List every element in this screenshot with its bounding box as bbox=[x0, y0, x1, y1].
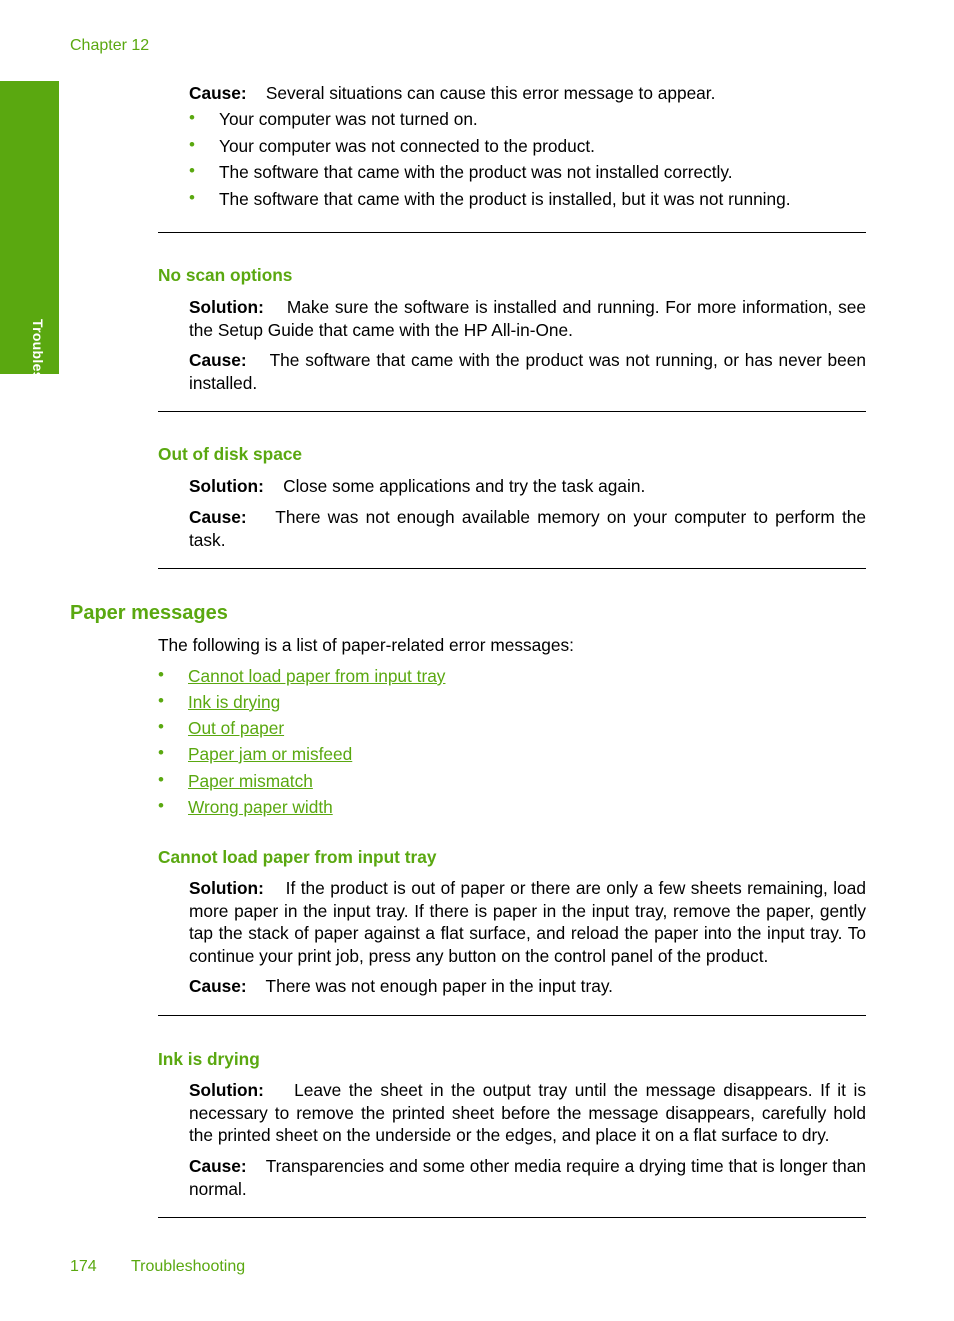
bullet-icon: • bbox=[158, 717, 164, 736]
cause-label: Cause: bbox=[189, 350, 247, 370]
solution-paragraph bbox=[189, 475, 645, 498]
solution-paragraph bbox=[189, 296, 866, 341]
bullet-icon: • bbox=[158, 691, 164, 710]
divider bbox=[158, 1217, 866, 1218]
section-title-no-scan: No scan options bbox=[158, 265, 293, 285]
link-ink-is-drying[interactable]: Ink is drying bbox=[188, 692, 281, 712]
link-paper-mismatch[interactable]: Paper mismatch bbox=[188, 771, 313, 791]
cause-paragraph bbox=[189, 506, 866, 551]
section-title-cannot-load: Cannot load paper from input tray bbox=[158, 847, 437, 867]
solution-text: If the product is out of paper or there are only a few sheets remaining, load more paper in the input tray. If there is paper in the input tray, remove the paper, gently tap the stack of paper against a flat surface, and reload the paper into the input tray. To continue your print job, press any button on the control panel of the product. bbox=[189, 878, 866, 966]
solution-label: Solution: bbox=[189, 476, 264, 496]
cause-text: There was not enough available memory on your computer to perform the task. bbox=[189, 507, 866, 550]
bullet-icon: • bbox=[158, 665, 164, 684]
bullet-icon: • bbox=[189, 188, 195, 207]
cause-text: The software that came with the product was not running, or has never been installed. bbox=[189, 350, 866, 393]
section-title-ink-drying: Ink is drying bbox=[158, 1049, 260, 1069]
divider bbox=[158, 232, 866, 233]
solution-label: Solution: bbox=[189, 1080, 264, 1100]
cause-label: Cause: bbox=[189, 507, 247, 527]
page-number: 174 bbox=[70, 1258, 97, 1275]
list-item: Your computer was not connected to the product. bbox=[219, 136, 595, 156]
divider bbox=[158, 411, 866, 412]
bullet-icon: • bbox=[158, 743, 164, 762]
cause-label: Cause: bbox=[189, 1156, 247, 1176]
section-title-paper-messages: Paper messages bbox=[70, 602, 228, 624]
section-title-disk-space: Out of disk space bbox=[158, 444, 303, 464]
list-item: The software that came with the product was not installed correctly. bbox=[219, 162, 733, 182]
cause-text: Transparencies and some other media require a drying time that is longer than normal. bbox=[189, 1156, 866, 1199]
cause-text: There was not enough paper in the input tray. bbox=[265, 976, 613, 996]
link-out-of-paper[interactable]: Out of paper bbox=[188, 718, 285, 738]
divider bbox=[158, 568, 866, 569]
footer-section-label: Troubleshooting bbox=[131, 1258, 246, 1275]
solution-text: Make sure the software is installed and running. For more information, see the Setup Guide that came with the HP All-in-One. bbox=[189, 297, 866, 340]
cause-paragraph bbox=[189, 349, 866, 394]
side-tab-label: Troubleshooting bbox=[30, 319, 46, 434]
solution-paragraph bbox=[189, 1079, 866, 1147]
solution-paragraph bbox=[189, 877, 866, 967]
bullet-icon: • bbox=[158, 796, 164, 815]
solution-label: Solution: bbox=[189, 297, 264, 317]
bullet-icon: • bbox=[189, 161, 195, 180]
solution-text: Leave the sheet in the output tray until the message disappears. If it is necessary to remove the printed sheet before the message disappears, carefully hold the printed sheet on the underside or the edges, and place it on a flat surface to dry. bbox=[189, 1080, 866, 1145]
divider bbox=[158, 1015, 866, 1016]
cause-label: Cause: bbox=[189, 83, 247, 103]
cause-text: Several situations can cause this error message to appear. bbox=[265, 83, 716, 103]
chapter-label: Chapter 12 bbox=[70, 37, 150, 54]
cause-label: Cause: bbox=[189, 976, 247, 996]
link-cannot-load-paper[interactable]: Cannot load paper from input tray bbox=[188, 666, 446, 686]
solution-label: Solution: bbox=[189, 878, 264, 898]
cause-paragraph bbox=[189, 82, 715, 105]
bullet-icon: • bbox=[158, 770, 164, 789]
cause-paragraph bbox=[189, 1155, 866, 1200]
list-item: Your computer was not turned on. bbox=[219, 109, 478, 129]
bullet-icon: • bbox=[189, 108, 195, 127]
side-tab bbox=[0, 81, 59, 434]
link-wrong-paper-width[interactable]: Wrong paper width bbox=[188, 797, 333, 817]
cause-paragraph bbox=[189, 975, 613, 998]
bullet-icon: • bbox=[189, 135, 195, 154]
list-item: The software that came with the product is installed, but it was not running. bbox=[219, 189, 791, 209]
link-paper-jam[interactable]: Paper jam or misfeed bbox=[188, 744, 353, 764]
paper-messages-intro: The following is a list of paper-related error messages: bbox=[158, 635, 574, 655]
solution-text: Close some applications and try the task again. bbox=[283, 476, 646, 496]
